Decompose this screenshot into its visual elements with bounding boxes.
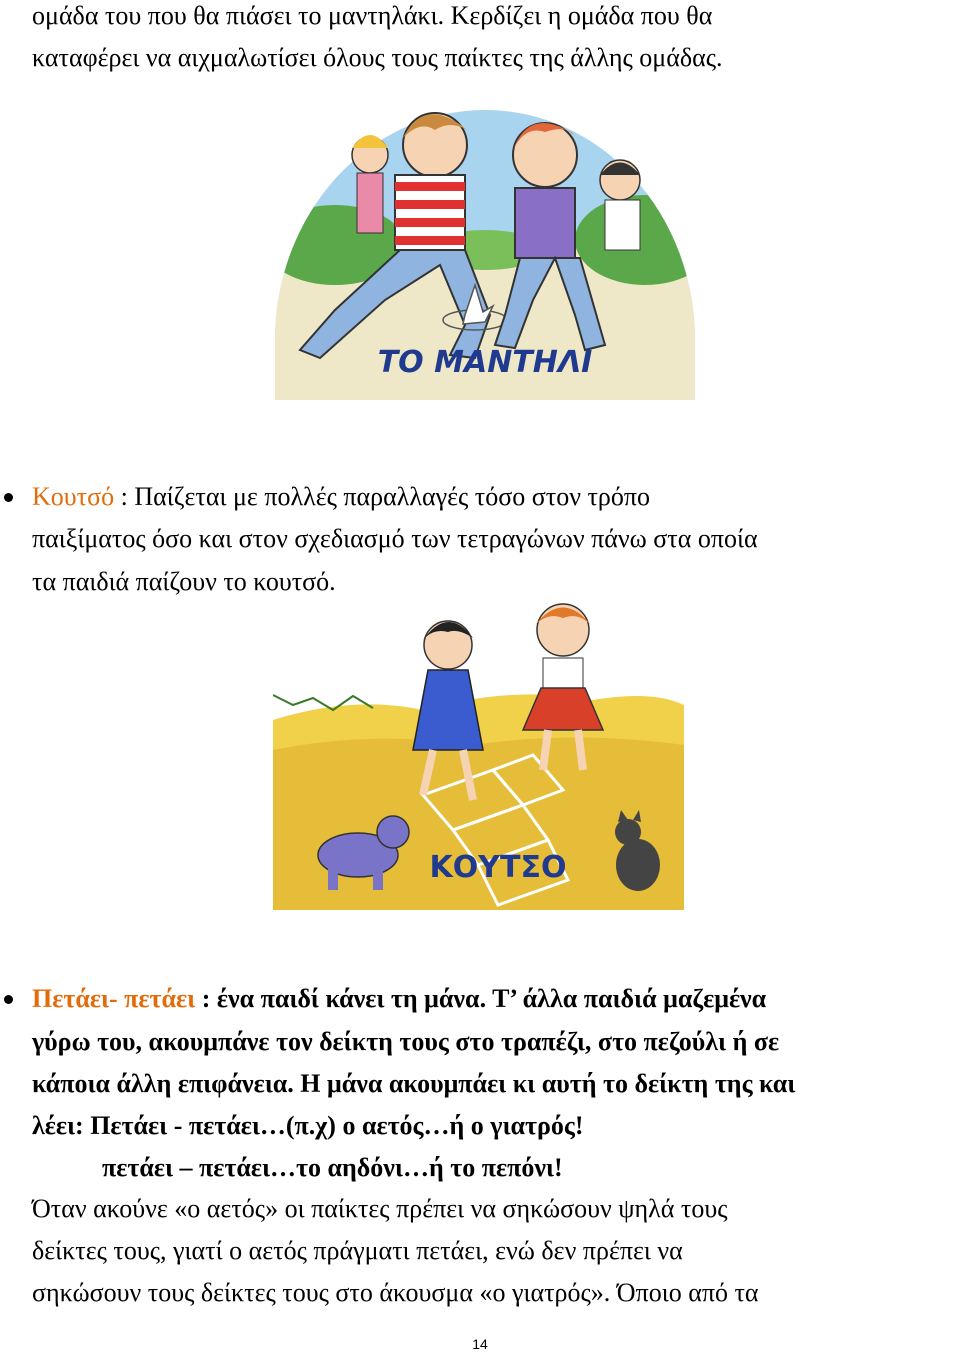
koutso-term: Κουτσό bbox=[32, 482, 115, 511]
boy-back-right-figure-icon bbox=[600, 160, 640, 250]
koutso-caption: ΚΟΥΤΣΟ bbox=[429, 850, 567, 885]
petaei-line-2: γύρω του, ακουμπάνε τον δείκτη τους στο τραπέζι, στο πεζούλι ή σε bbox=[32, 1027, 780, 1056]
koutso-line-2: παιξίματος όσο και στον σχεδιασμό των τετραγώνων πάνω στα οποία bbox=[32, 524, 758, 553]
mantili-caption: ΤΟ ΜΑΝΤΗΛΙ bbox=[377, 345, 593, 380]
intro-line-2: καταφέρει να αιχμαλωτίσει όλους τους παίκτες της άλλης ομάδας. bbox=[32, 43, 723, 72]
petaei-term: Πετάει- πετάει bbox=[32, 984, 196, 1013]
petaei-line-3: κάποια άλλη επιφάνεια. Η μάνα ακουμπάει κι αυτή το δείκτη της και bbox=[32, 1069, 796, 1098]
koutso-line-1 bbox=[32, 481, 650, 513]
intro-line-1: ομάδα του που θα πιάσει το μαντηλάκι. Κερδίζει η ομάδα που θα bbox=[32, 1, 713, 30]
petaei-line-6: Όταν ακούνε «ο αετός» οι παίκτες πρέπει να σηκώσουν ψηλά τους bbox=[32, 1194, 728, 1223]
mantili-illustration bbox=[275, 100, 695, 400]
girl-figure-icon bbox=[352, 135, 388, 233]
koutso-line-3: τα παιδιά παίζουν το κουτσό. bbox=[32, 567, 336, 596]
petaei-line-1-text: : ένα παιδί κάνει τη μάνα. Τ’ άλλα παιδιά μαζεμένα bbox=[195, 984, 767, 1013]
page-number: 14 bbox=[472, 1336, 488, 1352]
bullet-icon bbox=[4, 995, 13, 1004]
petaei-line-5: πετάει – πετάει…το αηδόνι…ή το πεπόνι! bbox=[102, 1153, 563, 1182]
petaei-line-4: λέει: Πετάει - πετάει…(π.χ) ο αετός…ή ο γιατρός! bbox=[32, 1111, 584, 1140]
petaei-line-8: σηκώσουν τους δείκτες τους στο άκουσμα «ο γιατρός». Όποιο από τα bbox=[32, 1278, 759, 1307]
petaei-line-1 bbox=[32, 983, 766, 1015]
koutso-illustration bbox=[273, 600, 684, 910]
bullet-icon bbox=[4, 493, 13, 502]
koutso-line-1-text: : Παίζεται με πολλές παραλλαγές τόσο στον τρόπο bbox=[114, 482, 651, 511]
petaei-line-7: δείκτες τους, γιατί ο αετός πράγματι πετάει, ενώ δεν πρέπει να bbox=[32, 1236, 683, 1265]
